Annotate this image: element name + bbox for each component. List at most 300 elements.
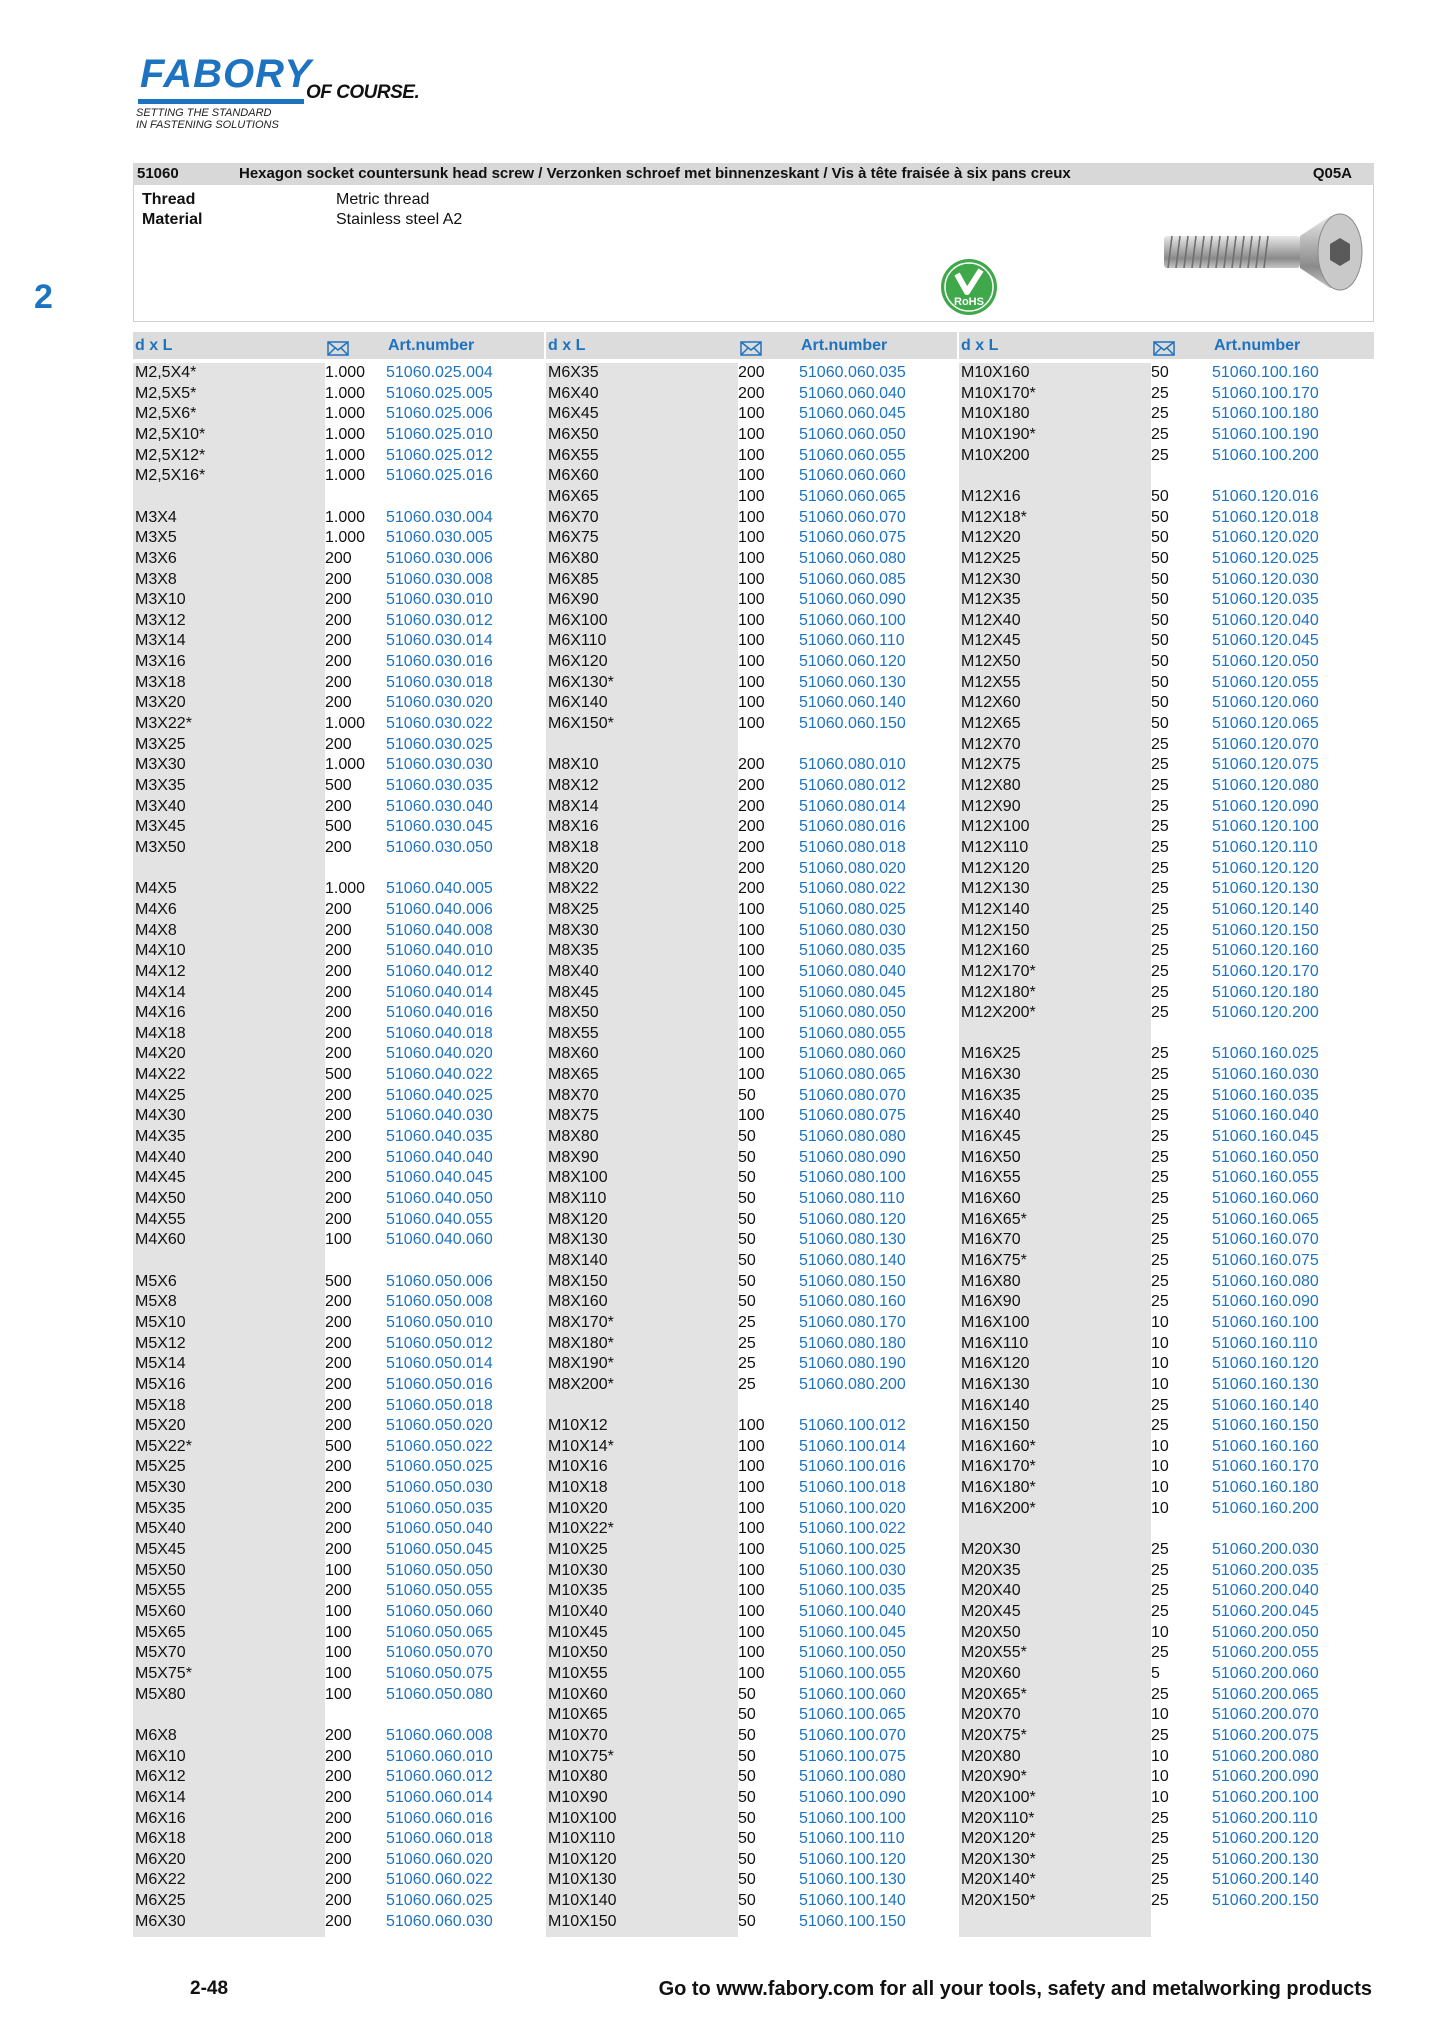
size-cell: M6X8 bbox=[135, 1726, 177, 1744]
quantity-cell: 25 bbox=[1151, 1726, 1169, 1744]
quantity-cell: 10 bbox=[1151, 1706, 1169, 1724]
size-cell: M5X80 bbox=[135, 1685, 186, 1703]
logo-wordmark: FABORY bbox=[140, 52, 312, 96]
quantity-cell: 100 bbox=[738, 1107, 765, 1125]
art-number-cell: 51060.200.065 bbox=[1212, 1685, 1319, 1703]
size-cell: M12X200* bbox=[961, 1004, 1036, 1022]
quantity-cell: 100 bbox=[738, 900, 765, 918]
art-number-cell: 51060.060.055 bbox=[799, 446, 906, 464]
size-cell: M6X25 bbox=[135, 1892, 186, 1910]
quantity-cell: 25 bbox=[1151, 1086, 1169, 1104]
size-cell: M16X170* bbox=[961, 1458, 1036, 1476]
art-number-cell: 51060.080.180 bbox=[799, 1334, 906, 1352]
art-number-cell: 51060.160.055 bbox=[1212, 1169, 1319, 1187]
art-number-cell: 51060.030.020 bbox=[386, 694, 493, 712]
quantity-cell: 25 bbox=[1151, 880, 1169, 898]
size-cell: M10X140 bbox=[548, 1892, 617, 1910]
size-cell: M5X12 bbox=[135, 1334, 186, 1352]
size-cell: M3X35 bbox=[135, 777, 186, 794]
art-number-cell: 51060.100.180 bbox=[1212, 405, 1319, 423]
quantity-cell: 200 bbox=[325, 921, 352, 939]
property-value: Stainless steel A2 bbox=[336, 211, 463, 228]
product-title: Hexagon socket countersunk head screw / Verzonken schroef met binnenzeskant / Vis à tête fraisée à six pans creux bbox=[239, 165, 1071, 182]
quantity-cell: 10 bbox=[1151, 1355, 1169, 1373]
quantity-cell: 200 bbox=[325, 900, 352, 918]
size-cell: M10X120 bbox=[548, 1850, 617, 1868]
art-number-cell: 51060.120.120 bbox=[1212, 859, 1319, 877]
size-cell: M10X170* bbox=[961, 384, 1036, 402]
art-number-cell: 51060.160.130 bbox=[1212, 1375, 1319, 1393]
quantity-cell: 1.000 bbox=[325, 364, 366, 381]
quantity-cell: 100 bbox=[738, 591, 765, 609]
quantity-cell: 200 bbox=[325, 942, 352, 960]
property-value: Metric thread bbox=[336, 191, 430, 208]
size-cell: M2,5X16* bbox=[135, 467, 206, 485]
quantity-cell: 200 bbox=[738, 777, 765, 794]
quantity-cell: 50 bbox=[1151, 487, 1169, 505]
quantity-cell: 50 bbox=[738, 1830, 756, 1848]
art-number-cell: 51060.120.016 bbox=[1212, 487, 1319, 505]
quantity-cell: 200 bbox=[738, 756, 765, 774]
size-cell: M6X35 bbox=[548, 364, 599, 381]
art-number-cell: 51060.100.160 bbox=[1212, 364, 1319, 381]
size-cell: M12X150 bbox=[961, 921, 1030, 939]
art-number-cell: 51060.080.055 bbox=[799, 1024, 906, 1042]
art-number-cell: 51060.160.035 bbox=[1212, 1086, 1319, 1104]
size-cell: M8X45 bbox=[548, 983, 599, 1001]
size-cell: M4X18 bbox=[135, 1024, 186, 1042]
art-number-cell: 51060.030.045 bbox=[386, 818, 493, 836]
art-number-cell: 51060.050.010 bbox=[386, 1313, 493, 1331]
art-number-cell: 51060.100.150 bbox=[799, 1912, 906, 1930]
quantity-cell: 10 bbox=[1151, 1623, 1169, 1641]
product-header-bar bbox=[133, 163, 1374, 185]
art-number-cell: 51060.160.075 bbox=[1212, 1251, 1319, 1269]
art-number-cell: 51060.100.045 bbox=[799, 1623, 906, 1641]
quantity-cell: 25 bbox=[1151, 1561, 1169, 1579]
art-number-cell: 51060.100.055 bbox=[799, 1664, 906, 1682]
art-number-cell: 51060.080.050 bbox=[799, 1004, 906, 1022]
size-cell: M20X110* bbox=[961, 1809, 1035, 1827]
size-cell: M20X55* bbox=[961, 1644, 1027, 1662]
art-number-cell: 51060.040.016 bbox=[386, 1004, 493, 1022]
size-cell: M6X90 bbox=[548, 591, 599, 609]
art-number-cell: 51060.100.035 bbox=[799, 1582, 906, 1600]
art-number-cell: 51060.060.030 bbox=[386, 1912, 493, 1930]
size-cell: M6X70 bbox=[548, 508, 599, 526]
art-number-cell: 51060.200.140 bbox=[1212, 1871, 1319, 1889]
quantity-cell: 25 bbox=[738, 1334, 756, 1352]
quantity-cell: 100 bbox=[325, 1231, 352, 1249]
art-number-cell: 51060.120.045 bbox=[1212, 632, 1319, 650]
size-cell: M10X180 bbox=[961, 405, 1030, 423]
art-number-cell: 51060.100.170 bbox=[1212, 384, 1319, 402]
quantity-cell: 1.000 bbox=[325, 425, 366, 443]
art-number-cell: 51060.160.120 bbox=[1212, 1355, 1319, 1373]
art-number-cell: 51060.030.022 bbox=[386, 715, 493, 733]
size-cell: M4X8 bbox=[135, 921, 177, 939]
size-cell: M12X45 bbox=[961, 632, 1021, 650]
quantity-cell: 50 bbox=[738, 1293, 756, 1311]
envelope-icon bbox=[1153, 338, 1175, 353]
quantity-cell: 25 bbox=[1151, 1892, 1169, 1910]
size-cell: M16X200* bbox=[961, 1499, 1036, 1517]
size-cell: M5X20 bbox=[135, 1417, 186, 1435]
size-cell: M4X35 bbox=[135, 1128, 186, 1146]
quantity-cell: 200 bbox=[738, 384, 765, 402]
quantity-cell: 50 bbox=[738, 1231, 756, 1249]
quantity-cell: 200 bbox=[325, 1375, 352, 1393]
size-cell: M16X150 bbox=[961, 1417, 1030, 1435]
art-number-cell: 51060.100.120 bbox=[799, 1850, 906, 1868]
size-cell: M6X40 bbox=[548, 384, 599, 402]
art-number-cell: 51060.060.085 bbox=[799, 570, 906, 588]
quantity-cell: 200 bbox=[325, 1107, 352, 1125]
quantity-cell: 25 bbox=[1151, 777, 1169, 794]
size-cell: M16X130 bbox=[961, 1375, 1030, 1393]
quantity-cell: 25 bbox=[1151, 1169, 1169, 1187]
quantity-cell: 100 bbox=[738, 983, 765, 1001]
size-cell: M10X20 bbox=[548, 1499, 608, 1517]
quantity-cell: 200 bbox=[325, 983, 352, 1001]
size-cell: M16X80 bbox=[961, 1272, 1021, 1290]
art-number-cell: 51060.160.070 bbox=[1212, 1231, 1319, 1249]
art-number-cell: 51060.050.018 bbox=[386, 1396, 493, 1414]
art-number-cell: 51060.050.040 bbox=[386, 1520, 493, 1538]
size-cell: M8X80 bbox=[548, 1128, 599, 1146]
size-cell: M6X85 bbox=[548, 570, 599, 588]
quantity-cell: 50 bbox=[1151, 508, 1169, 526]
footer-text: Go to www.fabory.com for all your tools, safety and metalworking products bbox=[658, 1978, 1372, 2000]
quantity-cell: 200 bbox=[325, 1334, 352, 1352]
size-cell: M12X60 bbox=[961, 694, 1021, 712]
size-cell: M12X160 bbox=[961, 942, 1030, 960]
quantity-cell: 100 bbox=[738, 1561, 765, 1579]
size-cell: M10X45 bbox=[548, 1623, 608, 1641]
art-number-cell: 51060.060.040 bbox=[799, 384, 906, 402]
quantity-cell: 200 bbox=[325, 1024, 352, 1042]
size-cell: M8X170* bbox=[548, 1313, 614, 1331]
size-cell: M12X35 bbox=[961, 591, 1021, 609]
size-cell: M12X20 bbox=[961, 529, 1021, 547]
size-cell: M10X80 bbox=[548, 1768, 608, 1786]
art-number-cell: 51060.100.022 bbox=[799, 1520, 906, 1538]
art-number-cell: 51060.200.130 bbox=[1212, 1850, 1319, 1868]
fabory-logo bbox=[136, 52, 436, 134]
quantity-cell: 25 bbox=[738, 1375, 756, 1393]
art-number-cell: 51060.080.070 bbox=[799, 1086, 906, 1104]
art-number-cell: 51060.160.030 bbox=[1212, 1066, 1319, 1084]
quantity-cell: 100 bbox=[738, 632, 765, 650]
size-cell: M8X30 bbox=[548, 921, 599, 939]
size-cell: M16X45 bbox=[961, 1128, 1021, 1146]
art-number-cell: 51060.050.016 bbox=[386, 1375, 493, 1393]
size-cell: M6X16 bbox=[135, 1809, 186, 1827]
art-number-cell: 51060.025.006 bbox=[386, 405, 493, 423]
quantity-cell: 5 bbox=[1151, 1664, 1160, 1682]
art-number-cell: 51060.160.100 bbox=[1212, 1313, 1319, 1331]
size-cell: M20X75* bbox=[961, 1726, 1027, 1744]
size-cell: M12X110 bbox=[961, 838, 1029, 856]
quantity-cell: 100 bbox=[738, 942, 765, 960]
rohs-badge-icon bbox=[940, 258, 998, 316]
art-number-cell: 51060.080.012 bbox=[799, 777, 906, 794]
quantity-cell: 100 bbox=[738, 1603, 765, 1620]
quantity-cell: 25 bbox=[1151, 1582, 1169, 1600]
art-number-cell: 51060.120.075 bbox=[1212, 756, 1319, 774]
art-number-cell: 51060.080.090 bbox=[799, 1148, 906, 1166]
size-cell: M8X50 bbox=[548, 1004, 599, 1022]
logo-slogan: OF COURSE. bbox=[306, 82, 420, 103]
size-cell: M10X200 bbox=[961, 446, 1030, 464]
size-cell: M20X65* bbox=[961, 1685, 1027, 1703]
size-cell: M8X140 bbox=[548, 1251, 608, 1269]
art-number-cell: 51060.050.080 bbox=[386, 1685, 493, 1703]
art-number-cell: 51060.050.075 bbox=[386, 1664, 493, 1682]
size-cell: M8X180* bbox=[548, 1334, 614, 1352]
art-number-cell: 51060.160.110 bbox=[1212, 1334, 1318, 1352]
quantity-cell: 200 bbox=[325, 1726, 352, 1744]
quantity-cell: 100 bbox=[738, 1520, 765, 1538]
quantity-cell: 10 bbox=[1151, 1479, 1169, 1497]
size-cell: M6X150* bbox=[548, 715, 614, 733]
size-cell: M12X65 bbox=[961, 715, 1021, 733]
size-cell: M2,5X6* bbox=[135, 405, 197, 423]
art-number-cell: 51060.060.150 bbox=[799, 715, 906, 733]
art-number-cell: 51060.120.018 bbox=[1212, 508, 1319, 526]
art-number-cell: 51060.160.025 bbox=[1212, 1045, 1319, 1063]
size-cell: M12X90 bbox=[961, 797, 1021, 815]
art-number-cell: 51060.100.075 bbox=[799, 1747, 906, 1765]
size-cell: M6X50 bbox=[548, 425, 599, 443]
art-number-cell: 51060.120.110 bbox=[1212, 838, 1318, 856]
art-number-cell: 51060.050.065 bbox=[386, 1623, 493, 1641]
quantity-cell: 200 bbox=[738, 880, 765, 898]
art-number-cell: 51060.200.110 bbox=[1212, 1809, 1318, 1827]
art-number-cell: 51060.030.006 bbox=[386, 549, 493, 567]
size-cell: M8X70 bbox=[548, 1086, 599, 1104]
art-number-cell: 51060.120.065 bbox=[1212, 715, 1319, 733]
quantity-cell: 25 bbox=[1151, 1396, 1169, 1414]
art-number-cell: 51060.060.130 bbox=[799, 673, 906, 691]
art-number-cell: 51060.120.080 bbox=[1212, 777, 1319, 794]
quantity-cell: 100 bbox=[738, 570, 765, 588]
size-cell: M20X60 bbox=[961, 1664, 1021, 1682]
art-number-cell: 51060.080.140 bbox=[799, 1251, 906, 1269]
art-number-cell: 51060.080.170 bbox=[799, 1313, 906, 1331]
quantity-cell: 25 bbox=[1151, 756, 1169, 774]
art-number-cell: 51060.040.055 bbox=[386, 1210, 493, 1228]
quantity-cell: 25 bbox=[1151, 818, 1169, 836]
header-size: d x L bbox=[548, 337, 586, 354]
art-number-cell: 51060.120.030 bbox=[1212, 570, 1319, 588]
size-cell: M3X5 bbox=[135, 529, 177, 547]
size-cell: M8X40 bbox=[548, 962, 599, 980]
quantity-cell: 100 bbox=[738, 425, 765, 443]
size-cell: M10X40 bbox=[548, 1603, 608, 1620]
quantity-cell: 200 bbox=[325, 1892, 352, 1910]
art-number-cell: 51060.060.025 bbox=[386, 1892, 493, 1910]
quantity-cell: 100 bbox=[738, 446, 765, 464]
art-number-cell: 51060.080.200 bbox=[799, 1375, 906, 1393]
art-number-cell: 51060.100.016 bbox=[799, 1458, 906, 1476]
art-number-cell: 51060.060.100 bbox=[799, 611, 906, 629]
art-number-cell: 51060.060.012 bbox=[386, 1768, 493, 1786]
size-cell: M12X18* bbox=[961, 508, 1027, 526]
size-cell: M5X25 bbox=[135, 1458, 186, 1476]
quantity-cell: 200 bbox=[738, 364, 765, 381]
logo-underline bbox=[138, 99, 304, 104]
header-art-number: Art.number bbox=[388, 337, 475, 354]
art-number-cell: 51060.050.035 bbox=[386, 1499, 493, 1517]
quantity-cell: 100 bbox=[325, 1644, 352, 1662]
art-number-cell: 51060.160.060 bbox=[1212, 1190, 1319, 1207]
art-number-cell: 51060.030.018 bbox=[386, 673, 493, 691]
size-cell: M12X25 bbox=[961, 549, 1021, 567]
art-number-cell: 51060.200.040 bbox=[1212, 1582, 1319, 1600]
art-number-cell: 51060.120.050 bbox=[1212, 653, 1319, 671]
quantity-cell: 200 bbox=[325, 797, 352, 815]
art-number-cell: 51060.120.160 bbox=[1212, 942, 1319, 960]
size-cell: M16X65* bbox=[961, 1210, 1027, 1228]
size-cell: M20X45 bbox=[961, 1603, 1021, 1620]
size-cell: M4X5 bbox=[135, 880, 177, 898]
quantity-cell: 200 bbox=[325, 1912, 352, 1930]
size-cell: M4X50 bbox=[135, 1190, 186, 1207]
size-cell: M12X180* bbox=[961, 983, 1036, 1001]
art-number-cell: 51060.040.020 bbox=[386, 1045, 493, 1063]
quantity-cell: 25 bbox=[1151, 859, 1169, 877]
art-number-cell: 51060.060.022 bbox=[386, 1871, 493, 1889]
quantity-cell: 25 bbox=[1151, 1272, 1169, 1290]
size-cell: M6X120 bbox=[548, 653, 608, 671]
art-number-cell: 51060.050.025 bbox=[386, 1458, 493, 1476]
art-number-cell: 51060.160.040 bbox=[1212, 1107, 1319, 1125]
art-number-cell: 51060.040.005 bbox=[386, 880, 493, 898]
quantity-cell: 50 bbox=[1151, 611, 1169, 629]
size-cell: M20X120* bbox=[961, 1830, 1036, 1848]
size-cell: M5X30 bbox=[135, 1479, 186, 1497]
art-number-cell: 51060.120.100 bbox=[1212, 818, 1319, 836]
art-number-cell: 51060.100.040 bbox=[799, 1603, 906, 1620]
size-cell: M16X110 bbox=[961, 1334, 1029, 1352]
quantity-cell: 200 bbox=[325, 1520, 352, 1538]
art-number-cell: 51060.025.004 bbox=[386, 364, 493, 381]
art-number-cell: 51060.025.012 bbox=[386, 446, 493, 464]
quantity-cell: 25 bbox=[1151, 1066, 1169, 1084]
countersunk-screw-icon bbox=[1160, 208, 1365, 296]
quantity-cell: 25 bbox=[1151, 838, 1169, 856]
art-number-cell: 51060.100.190 bbox=[1212, 425, 1319, 443]
quantity-cell: 100 bbox=[738, 405, 765, 423]
art-number-cell: 51060.030.016 bbox=[386, 653, 493, 671]
size-cell: M12X40 bbox=[961, 611, 1021, 629]
size-cell: M5X55 bbox=[135, 1582, 186, 1600]
quantity-cell: 200 bbox=[738, 838, 765, 856]
size-cell: M8X100 bbox=[548, 1169, 608, 1187]
size-cell: M5X70 bbox=[135, 1644, 186, 1662]
size-cell: M3X45 bbox=[135, 818, 186, 836]
product-code: 51060 bbox=[137, 165, 179, 182]
size-cell: M6X110 bbox=[548, 632, 607, 650]
size-cell: M12X170* bbox=[961, 962, 1036, 980]
quantity-cell: 100 bbox=[738, 1045, 765, 1063]
art-number-cell: 51060.050.014 bbox=[386, 1355, 493, 1373]
art-number-cell: 51060.025.005 bbox=[386, 384, 493, 402]
size-cell: M16X30 bbox=[961, 1066, 1021, 1084]
size-cell: M20X35 bbox=[961, 1561, 1021, 1579]
size-cell: M20X130* bbox=[961, 1850, 1036, 1868]
art-number-cell: 51060.050.060 bbox=[386, 1603, 493, 1620]
size-cell: M20X40 bbox=[961, 1582, 1021, 1600]
art-number-cell: 51060.050.055 bbox=[386, 1582, 493, 1600]
quantity-cell: 500 bbox=[325, 777, 352, 794]
art-number-cell: 51060.200.100 bbox=[1212, 1788, 1319, 1806]
art-number-cell: 51060.040.050 bbox=[386, 1190, 493, 1207]
size-cell: M8X55 bbox=[548, 1024, 599, 1042]
art-number-cell: 51060.080.120 bbox=[799, 1210, 906, 1228]
art-number-cell: 51060.080.150 bbox=[799, 1272, 906, 1290]
art-number-cell: 51060.200.070 bbox=[1212, 1706, 1319, 1724]
size-cell: M8X130 bbox=[548, 1231, 608, 1249]
quantity-cell: 25 bbox=[1151, 1850, 1169, 1868]
art-number-cell: 51060.080.110 bbox=[799, 1190, 905, 1207]
art-number-cell: 51060.050.012 bbox=[386, 1334, 493, 1352]
art-number-cell: 51060.200.120 bbox=[1212, 1830, 1319, 1848]
art-number-cell: 51060.160.045 bbox=[1212, 1128, 1319, 1146]
art-number-cell: 51060.060.120 bbox=[799, 653, 906, 671]
column-header-3 bbox=[959, 332, 1374, 359]
quantity-cell: 200 bbox=[325, 570, 352, 588]
size-cell: M16X35 bbox=[961, 1086, 1021, 1104]
size-cell: M5X65 bbox=[135, 1623, 186, 1641]
quantity-cell: 200 bbox=[738, 797, 765, 815]
quantity-cell: 50 bbox=[738, 1251, 756, 1269]
quantity-cell: 10 bbox=[1151, 1437, 1169, 1455]
art-number-cell: 51060.120.170 bbox=[1212, 962, 1319, 980]
art-number-cell: 51060.080.100 bbox=[799, 1169, 906, 1187]
size-cell: M8X150 bbox=[548, 1272, 608, 1290]
size-cell: M2,5X12* bbox=[135, 446, 206, 464]
size-cell: M10X70 bbox=[548, 1726, 608, 1744]
quantity-cell: 100 bbox=[738, 694, 765, 712]
size-cell: M5X75* bbox=[135, 1664, 192, 1682]
size-cell: M8X90 bbox=[548, 1148, 599, 1166]
size-cell: M5X60 bbox=[135, 1603, 186, 1620]
size-cell: M20X50 bbox=[961, 1623, 1021, 1641]
quantity-cell: 10 bbox=[1151, 1375, 1169, 1393]
quantity-cell: 200 bbox=[325, 653, 352, 671]
quantity-cell: 50 bbox=[738, 1850, 756, 1868]
size-cell: M10X16 bbox=[548, 1458, 608, 1476]
quantity-cell: 50 bbox=[1151, 529, 1169, 547]
quantity-cell: 25 bbox=[1151, 446, 1169, 464]
size-cell: M16X160* bbox=[961, 1437, 1036, 1455]
quantity-cell: 50 bbox=[738, 1726, 756, 1744]
size-cell: M4X45 bbox=[135, 1169, 186, 1187]
size-cell: M16X40 bbox=[961, 1107, 1021, 1125]
art-number-cell: 51060.080.160 bbox=[799, 1293, 906, 1311]
quantity-cell: 100 bbox=[738, 653, 765, 671]
art-number-cell: 51060.120.150 bbox=[1212, 921, 1319, 939]
quantity-cell: 25 bbox=[1151, 425, 1169, 443]
art-number-cell: 51060.200.060 bbox=[1212, 1664, 1319, 1682]
quantity-cell: 200 bbox=[325, 1830, 352, 1848]
quantity-cell: 25 bbox=[1151, 1210, 1169, 1228]
size-cell: M10X30 bbox=[548, 1561, 608, 1579]
quantity-cell: 100 bbox=[738, 1623, 765, 1641]
art-number-cell: 51060.160.090 bbox=[1212, 1293, 1319, 1311]
